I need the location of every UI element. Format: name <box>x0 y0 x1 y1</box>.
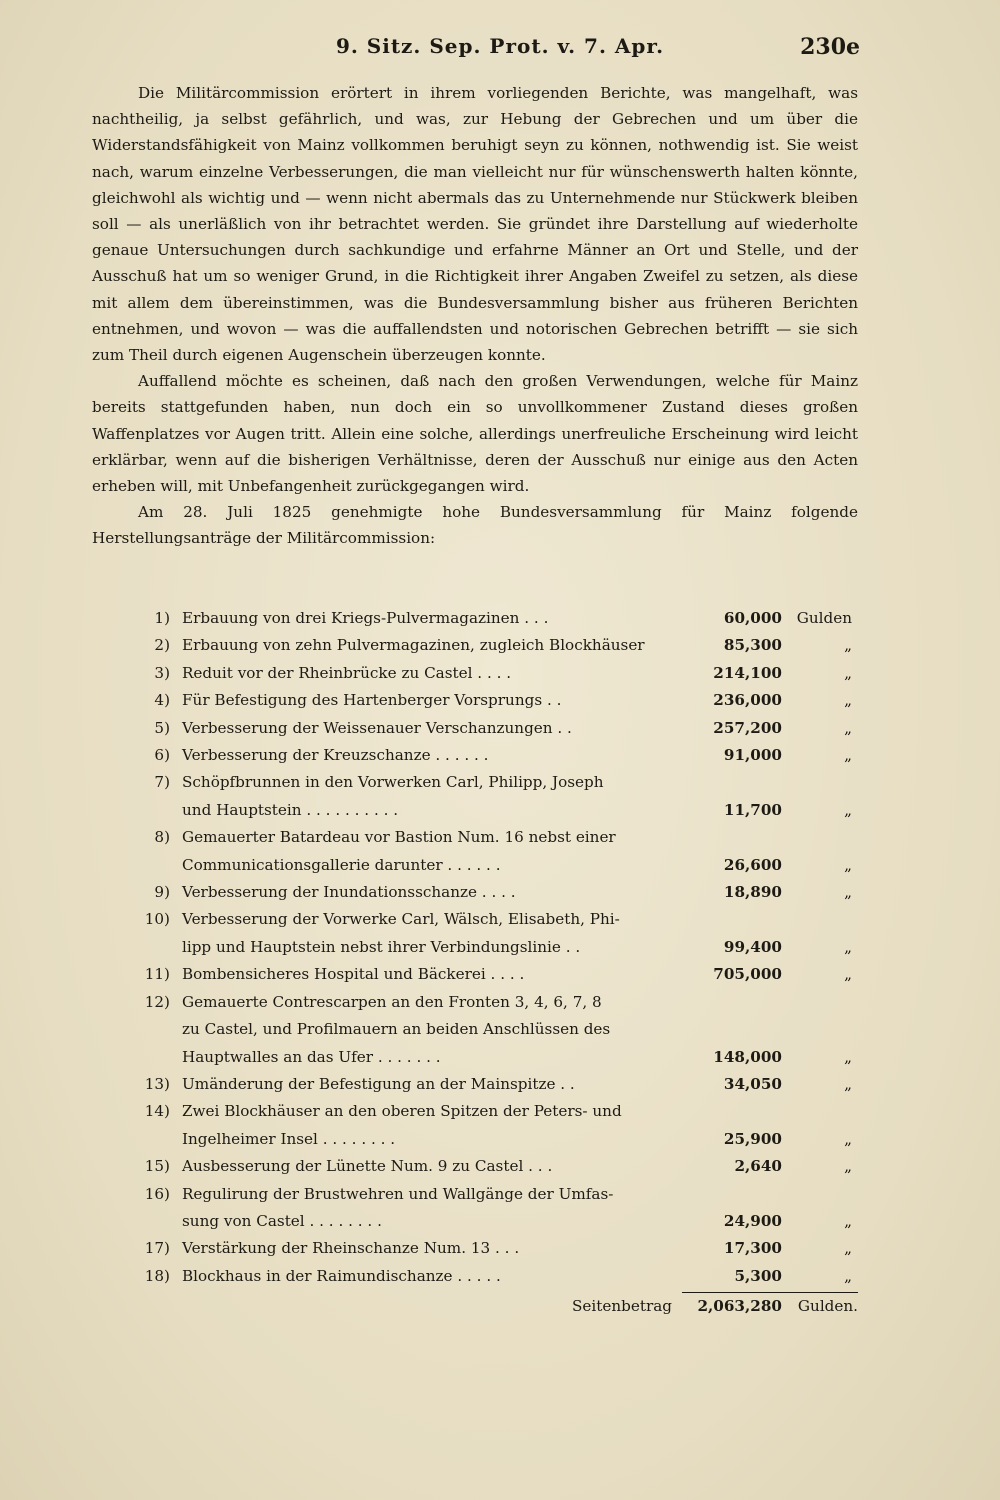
item-unit: „ <box>844 1239 852 1258</box>
item-description: Bombensicheres Hospital und Bäckerei . . . . <box>182 965 525 984</box>
cost-item-line <box>92 687 858 714</box>
cost-item-line <box>92 1181 858 1208</box>
item-description: Blockhaus in der Raimundischanze . . . . . <box>182 1266 501 1285</box>
cost-item <box>92 906 858 961</box>
item-amount: 85,300 <box>723 636 782 655</box>
item-number: 17) <box>144 1239 170 1258</box>
item-unit: „ <box>844 663 852 682</box>
item-unit: „ <box>844 636 852 655</box>
cost-item-line <box>92 797 858 824</box>
cost-item <box>92 632 858 659</box>
paragraph: Am 28. Juli 1825 genehmigte hohe Bundesversammlung für Mainz folgende Herstellungsanträge der Militärcommission: <box>92 503 858 548</box>
cost-item <box>92 879 858 906</box>
cost-item <box>92 824 858 879</box>
item-description: Verbesserung der Kreuzschanze . . . . . . <box>182 746 489 765</box>
item-unit: „ <box>844 1266 852 1285</box>
item-amount: 214,100 <box>713 663 782 682</box>
item-amount: 5,300 <box>734 1266 782 1285</box>
item-description: Erbauung von drei Kriegs-Pulvermagazinen . . . <box>182 609 549 627</box>
cost-item <box>92 605 858 632</box>
item-number: 16) <box>144 1184 170 1203</box>
cost-item-line <box>92 824 858 851</box>
item-unit: „ <box>844 718 852 737</box>
paragraph: Auffallend möchte es scheinen, daß nach den großen Verwendungen, welche für Mainz bereits stattgefunden haben, nun doch ein so unvollkommener Zustand dieses großen Waffenplatzes vor Augen tritt. Allein eine solche, allerdings unerfreuliche Erscheinung wird leicht erklärbar, wenn auf die bisherigen Verhältnisse, deren der Ausschuß nur einige aus den Acten erheben will, mit Unbefangenheit zurückgegangen wird. <box>92 372 858 496</box>
running-head: 9. Sitz. Sep. Prot. v. 7. Apr. <box>335 34 665 58</box>
item-number: 9) <box>154 883 170 902</box>
item-description: Erbauung von zehn Pulvermagazinen, zugleich Blockhäuser <box>182 636 645 655</box>
item-unit: „ <box>844 746 852 765</box>
cost-item-line <box>92 769 858 796</box>
item-unit: „ <box>844 1074 852 1093</box>
item-description: Gemauerter Batardeau vor Bastion Num. 16 nebst einer <box>182 828 616 847</box>
cost-item-line <box>92 1235 858 1262</box>
item-amount: 99,400 <box>723 937 782 956</box>
item-amount: 11,700 <box>723 800 782 819</box>
cost-item-line <box>92 1098 858 1125</box>
cost-item-line <box>92 715 858 742</box>
cost-item <box>92 687 858 714</box>
item-unit: „ <box>844 855 852 874</box>
item-description: Umänderung der Befestigung an der Mainspitze . . <box>182 1074 575 1093</box>
item-number: 4) <box>154 691 170 710</box>
item-description: Zwei Blockhäuser an den oberen Spitzen der Peters- und <box>182 1102 622 1121</box>
cost-item-line <box>92 1208 858 1235</box>
item-description: Verbesserung der Weissenauer Verschanzungen . . <box>182 718 572 737</box>
page-total-amount: 2,063,280 <box>682 1292 782 1320</box>
item-number: 15) <box>144 1157 170 1176</box>
cost-item <box>92 769 858 824</box>
cost-item-line <box>92 1263 858 1290</box>
cost-item-line <box>92 1044 858 1071</box>
item-description: Regulirung der Brustwehren und Wallgänge der Umfas- <box>182 1184 614 1203</box>
item-number: 13) <box>144 1074 170 1093</box>
cost-item <box>92 1071 858 1098</box>
item-description: Reduit vor der Rheinbrücke zu Castel . . . . <box>182 663 512 682</box>
item-number: 14) <box>144 1102 170 1121</box>
item-number: 11) <box>144 965 170 984</box>
page-header <box>0 34 1000 64</box>
item-unit: „ <box>844 883 852 902</box>
page-total-unit: Gulden. <box>782 1292 858 1320</box>
cost-item-line <box>92 879 858 906</box>
item-amount: 236,000 <box>713 691 782 710</box>
item-amount: 2,640 <box>734 1157 782 1176</box>
item-unit: „ <box>844 1211 852 1230</box>
item-amount: 34,050 <box>723 1074 782 1093</box>
cost-item <box>92 660 858 687</box>
item-description: Hauptwalles an das Ufer . . . . . . . <box>182 1047 441 1066</box>
item-unit: „ <box>844 1047 852 1066</box>
cost-item <box>92 742 858 769</box>
cost-item-line <box>92 906 858 933</box>
cost-item-list <box>92 605 858 1321</box>
item-description: zu Castel, und Profilmauern an beiden Anschlüssen des <box>182 1020 611 1039</box>
item-number: 3) <box>154 663 170 682</box>
item-number: 6) <box>154 746 170 765</box>
body-text <box>92 80 858 552</box>
item-number: 8) <box>154 828 170 847</box>
cost-item-line <box>92 742 858 769</box>
item-amount: 25,900 <box>723 1129 782 1148</box>
item-description: Verbesserung der Inundationsschanze . . . . <box>182 883 516 902</box>
cost-item-line <box>92 1126 858 1153</box>
item-unit: „ <box>844 691 852 710</box>
cost-item-line <box>92 632 858 659</box>
cost-item <box>92 1263 858 1290</box>
item-number: 10) <box>144 910 170 929</box>
item-description: lipp und Hauptstein nebst ihrer Verbindungslinie . . <box>182 937 581 956</box>
item-unit: „ <box>844 965 852 984</box>
item-description: Ausbesserung der Lünette Num. 9 zu Castel . . . <box>182 1157 553 1176</box>
cost-item-line <box>92 660 858 687</box>
item-description: Für Befestigung des Hartenberger Vorsprungs . . <box>182 691 562 710</box>
item-description: Gemauerte Contrescarpen an den Fronten 3, 4, 6, 7, 8 <box>182 992 602 1011</box>
item-amount: 257,200 <box>713 718 782 737</box>
cost-item-line <box>92 989 858 1016</box>
item-number: 18) <box>144 1266 170 1285</box>
cost-item-line <box>92 1016 858 1043</box>
cost-item <box>92 1235 858 1262</box>
page-number: 230e <box>800 34 860 60</box>
item-unit: Gulden <box>796 609 852 627</box>
item-amount: 60,000 <box>723 609 782 627</box>
item-unit: „ <box>844 1129 852 1148</box>
item-description: sung von Castel . . . . . . . . <box>182 1211 382 1230</box>
cost-item-line <box>92 852 858 879</box>
item-unit: „ <box>844 1157 852 1176</box>
item-amount: 17,300 <box>723 1239 782 1258</box>
page-total-row <box>92 1292 858 1320</box>
item-description: Ingelheimer Insel . . . . . . . . <box>182 1129 396 1148</box>
item-description: Schöpfbrunnen in den Vorwerken Carl, Philipp, Joseph <box>182 773 604 792</box>
page-total-label: Seitenbetrag <box>572 1297 672 1316</box>
cost-item-line <box>92 1153 858 1180</box>
cost-item-line <box>92 605 858 632</box>
item-number: 1) <box>154 609 170 627</box>
cost-item-line <box>92 1071 858 1098</box>
item-unit: „ <box>844 937 852 956</box>
paragraph: Die Militärcommission erörtert in ihrem vorliegenden Berichte, was mangelhaft, was nachtheilig, ja selbst gefährlich, und was, zur Hebung der Gebrechen und um über die Widerstandsfähigkeit von Mainz vollkommen beruhigt seyn zu können, nothwendig ist. Sie weist nach, warum einzelne Verbesserungen, die man vielleicht nur für wünschenswerth halten könnte, gleichwohl als wichtig und — wenn nicht abermals das zu Unternehmende nur Stückwerk bleiben soll — als unerläßlich von ihr betrachtet werden. Sie gründet ihre Darstellung auf wiederholte genaue Untersuchungen durch sachkundige und erfahrne Männer an Ort und Stelle, und der Ausschuß hat um so weniger Grund, in die Richtigkeit ihrer Angaben Zweifel zu setzen, als diese mit allem dem übereinstimmen, was die Bundesversammlung bisher aus früheren Berichten entnehmen, und wovon — was die auffallendsten und notorischen Gebrechen betrifft — sie sich zum Theil durch eigenen Augenschein überzeugen konnte. <box>92 84 858 365</box>
cost-item <box>92 989 858 1071</box>
cost-item <box>92 1153 858 1180</box>
item-amount: 24,900 <box>723 1211 782 1230</box>
item-number: 7) <box>154 773 170 792</box>
item-amount: 705,000 <box>713 965 782 984</box>
cost-item <box>92 961 858 988</box>
item-amount: 26,600 <box>723 855 782 874</box>
item-amount: 91,000 <box>723 746 782 765</box>
cost-item <box>92 1098 858 1153</box>
item-number: 2) <box>154 636 170 655</box>
item-amount: 18,890 <box>723 883 782 902</box>
item-description: und Hauptstein . . . . . . . . . . <box>182 800 399 819</box>
cost-item <box>92 715 858 742</box>
item-unit: „ <box>844 800 852 819</box>
cost-item-line <box>92 934 858 961</box>
cost-item <box>92 1181 858 1236</box>
cost-item-line <box>92 961 858 988</box>
item-description: Verstärkung der Rheinschanze Num. 13 . . . <box>182 1239 520 1258</box>
item-description: Communicationsgallerie darunter . . . . . . <box>182 855 501 874</box>
item-number: 5) <box>154 718 170 737</box>
item-amount: 148,000 <box>713 1047 782 1066</box>
item-number: 12) <box>144 992 170 1011</box>
item-description: Verbesserung der Vorwerke Carl, Wälsch, Elisabeth, Phi- <box>182 910 620 929</box>
